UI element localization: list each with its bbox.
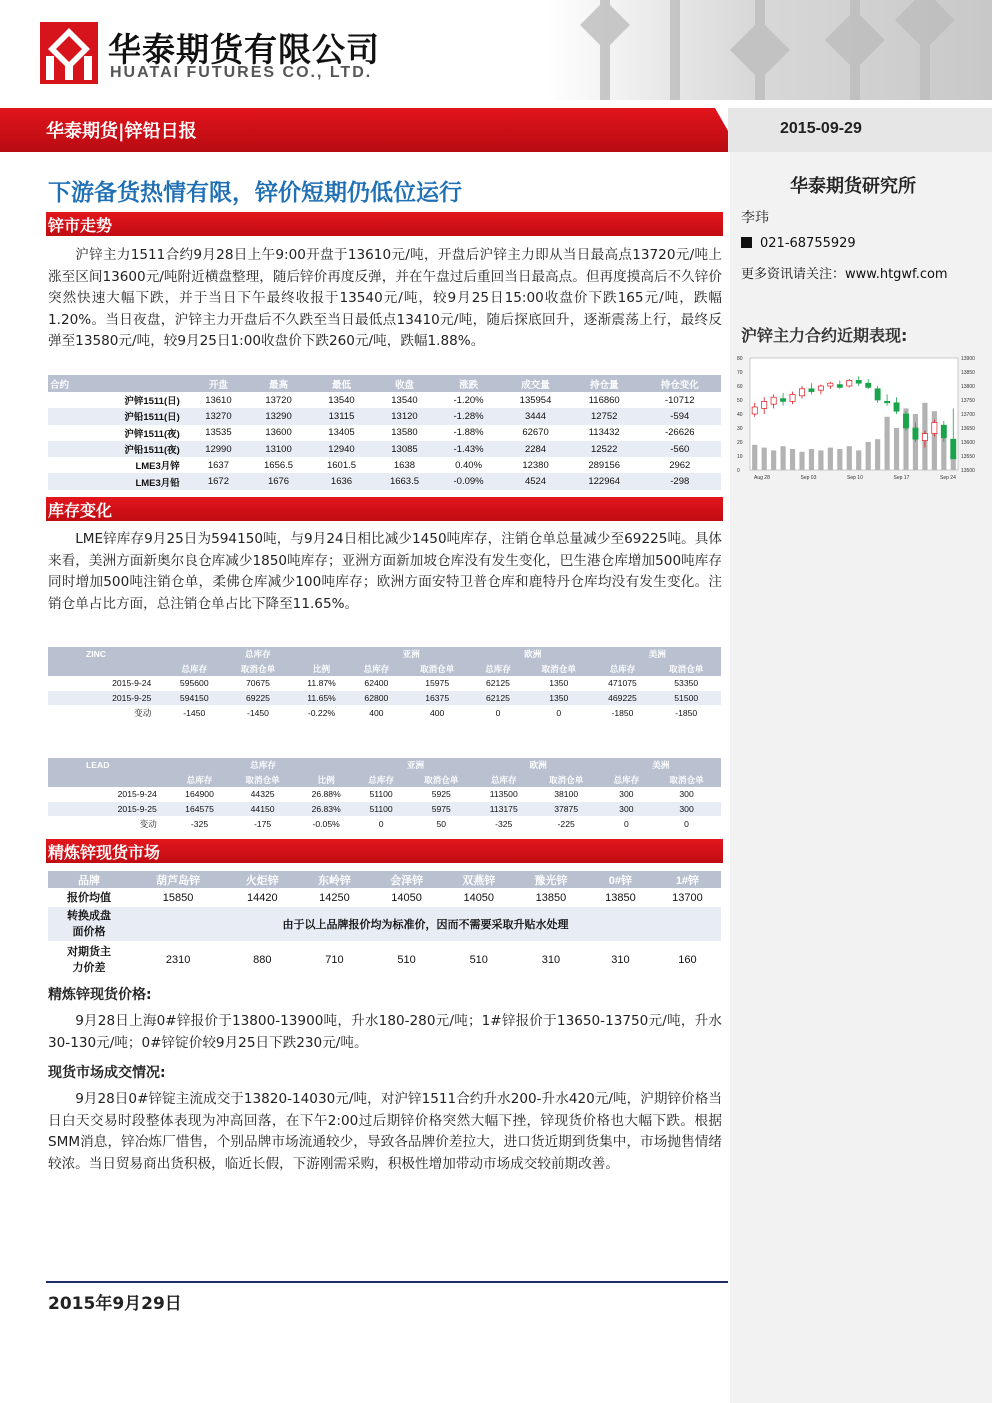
table-cell: 13700 <box>672 891 703 904</box>
table-cell: 3444 <box>501 408 570 424</box>
table-cell: LME3月铅 <box>48 473 190 489</box>
table-cell: 2962 <box>669 459 691 471</box>
table-cell: 44150 <box>228 802 297 817</box>
volume-bar <box>837 449 842 470</box>
column-header: 品牌 <box>48 871 130 888</box>
convert-note: 由于以上品牌报价均为标准价，因而不需要采取升贴水处理 <box>130 907 721 941</box>
candle-body <box>922 434 927 441</box>
table-row <box>48 691 721 706</box>
table-cell: 710 <box>325 954 344 966</box>
table-cell: 595600 <box>165 676 223 691</box>
company-name-en: HUATAI FUTURES CO., LTD. <box>110 64 373 81</box>
table-cell: -0.09% <box>436 473 501 489</box>
table-cell: 51500 <box>651 691 721 706</box>
section-spot-title: 精炼锌现货市场 <box>48 843 161 862</box>
column-header: 开盘 <box>190 375 247 392</box>
column-header: 涨跌 <box>436 375 501 392</box>
volume-bar <box>847 446 852 470</box>
table-cell: -10712 <box>664 394 695 406</box>
column-header: 火炬锌 <box>226 871 298 888</box>
group-header: 总库存 <box>165 647 350 662</box>
table-cell: 2015-9-24 <box>48 676 165 691</box>
table-cell: 113500 <box>476 787 532 802</box>
footer-date: 2015年9月29日 <box>48 1294 182 1314</box>
table-cell: 69225 <box>223 691 292 706</box>
right-axis-tick-label: 13650 <box>961 426 975 432</box>
table-row <box>48 408 721 424</box>
price-chart <box>736 352 988 486</box>
group-header: 欧洲 <box>476 758 601 773</box>
volume-bar <box>875 439 880 470</box>
table-cell: 13720 <box>265 394 292 406</box>
table-cell: 13405 <box>328 427 355 439</box>
column-header: 比例 <box>293 662 351 677</box>
left-axis-tick-label: 60 <box>737 384 743 390</box>
column-header: 总库存 <box>476 773 532 788</box>
chart-title: 沪锌主力合约近期表现: <box>741 326 908 345</box>
table-cell: 37875 <box>532 802 601 817</box>
spot-price-table <box>48 871 721 979</box>
table-cell: 沪铅1511(日) <box>48 408 190 424</box>
table-cell: 变动 <box>48 705 165 720</box>
table-cell: 62125 <box>472 691 524 706</box>
column-header: 合约 <box>48 375 190 392</box>
column-header: 东岭锌 <box>298 871 370 888</box>
table-cell: 11.65% <box>293 691 351 706</box>
table-cell: 300 <box>652 787 721 802</box>
right-axis-tick-label: 13800 <box>961 384 975 390</box>
table-cell: 26.83% <box>297 802 355 817</box>
table-cell: 15850 <box>162 891 194 904</box>
table-cell: 13120 <box>373 408 436 424</box>
right-axis-tick-label: 13750 <box>961 398 975 404</box>
table-cell: 12752 <box>570 408 639 424</box>
table-row <box>48 705 721 720</box>
candle-body <box>790 394 795 401</box>
column-header: 取消仓单 <box>651 662 721 677</box>
table-cell: 300 <box>601 787 653 802</box>
table-cell: 310 <box>611 954 630 966</box>
table-cell: 1672 <box>190 473 247 489</box>
column-header: 取消仓单 <box>524 662 593 677</box>
column-header: 0#锌 <box>587 871 654 888</box>
table-row <box>48 802 721 817</box>
table-cell: 400 <box>350 705 402 720</box>
table-row <box>48 888 721 907</box>
table-cell: 1636 <box>310 473 373 489</box>
table-cell: 594150 <box>165 691 223 706</box>
table-cell: -0.05% <box>297 816 355 831</box>
table-cell: 122964 <box>570 473 639 489</box>
volume-bar <box>884 417 889 470</box>
blank-cell <box>48 662 165 677</box>
table-row <box>48 457 721 473</box>
table-cell: -175 <box>228 816 297 831</box>
x-axis-tick-label: Sep 17 <box>893 475 910 481</box>
candle-body <box>941 425 946 438</box>
table-cell: 16375 <box>402 691 471 706</box>
x-axis-tick-label: Sep 24 <box>940 475 956 481</box>
table-cell: 13535 <box>205 427 232 439</box>
group-header: 亚洲 <box>355 758 475 773</box>
column-header: 取消仓单 <box>402 662 471 677</box>
table-cell: -1450 <box>165 705 223 720</box>
table-cell: -1850 <box>651 705 721 720</box>
inventory-paragraph: LME锌库存9月25日为594150吨，与9月24日相比减少1450吨库存，注销仓单总量减少至69225吨。具体来看，美洲方面新奥尔良仓库减少1850吨库存；亚洲方面新加坡仓库没有发生变化，巴生港仓库增加500吨库存同时增加500吨注销仓单，柔佛仓库减少100吨库存；欧洲方面安特卫普仓库和鹿特丹仓库均没有发生变化。注销仓单占比方面，总注销仓单占比下降至11.65%。 <box>48 531 722 612</box>
table-cell: -1.43% <box>436 441 501 457</box>
table-cell: 880 <box>253 954 272 966</box>
table-cell: 469225 <box>593 691 651 706</box>
table-cell: 300 <box>601 802 653 817</box>
table-cell: 15975 <box>402 676 471 691</box>
table-cell: -0.22% <box>293 705 351 720</box>
table-cell: 164900 <box>171 787 228 802</box>
table-cell: 沪锌1511(夜) <box>124 428 180 440</box>
right-axis-tick-label: 13550 <box>961 454 975 460</box>
column-header: 总库存 <box>165 662 223 677</box>
table-cell: -298 <box>639 473 721 489</box>
more-info: 更多资讯请关注：www.htgwf.com <box>741 267 948 282</box>
left-axis-tick-label: 70 <box>737 370 743 376</box>
table-cell: 1638 <box>393 459 416 471</box>
candle-body <box>837 385 842 388</box>
column-header: 最高 <box>247 375 310 392</box>
report-title: 华泰期货|锌铅日报 <box>46 121 197 142</box>
table-header-row <box>48 871 721 888</box>
table-cell: 116860 <box>588 394 620 406</box>
table-cell: 14420 <box>246 891 278 904</box>
table-cell: 5975 <box>407 802 476 817</box>
author-name: 李玮 <box>741 210 769 226</box>
quotes-table <box>48 375 721 490</box>
section-market-title: 锌市走势 <box>48 216 113 235</box>
left-axis-tick-label: 40 <box>737 412 743 418</box>
column-header: 比例 <box>297 773 355 788</box>
section-inventory-title: 库存变化 <box>48 501 113 520</box>
table-cell: 1676 <box>247 473 310 489</box>
volume-bar <box>762 448 767 470</box>
table-cell: 50 <box>407 816 476 831</box>
table-cell: 510 <box>397 954 416 966</box>
table-group-row <box>48 758 721 773</box>
table-cell: 变动 <box>48 816 171 831</box>
table-row <box>48 392 721 408</box>
table-cell: -560 <box>639 441 721 457</box>
table-cell: 13540 <box>328 394 355 406</box>
table-cell: 0 <box>355 816 407 831</box>
candle-body <box>903 414 908 428</box>
table-cell: 51100 <box>355 787 407 802</box>
section-inventory <box>46 497 723 521</box>
table-row <box>48 473 721 489</box>
table-cell: 1656.5 <box>264 459 294 471</box>
table-cell: 164575 <box>171 802 228 817</box>
table-cell: -594 <box>639 408 721 424</box>
group-header: 欧洲 <box>472 647 594 662</box>
table-cell: 12990 <box>190 441 247 457</box>
row-label: 转换成盘面价格 <box>48 907 130 941</box>
table-cell: -1.20% <box>453 394 484 406</box>
column-header: 取消仓单 <box>532 773 601 788</box>
table-cell: 310 <box>541 954 561 966</box>
table-cell: -325 <box>171 816 228 831</box>
table-cell: 1350 <box>524 691 593 706</box>
column-header: 总库存 <box>171 773 228 788</box>
table-cell: 13270 <box>190 408 247 424</box>
deal-paragraph: 9月28日0#锌锭主流成交于13820-14030元/吨，对沪锌1511合约升水200-升水420元/吨，沪期锌价格当日白天交易时段整体表现为冲高回落，在下午2:00过后期锌价格突然大幅下挫，锌现货价格也大幅下跌。根据SMM消息，锌冶炼厂惜售，个别品牌市场流通较少，导致各品牌价差拉大，进口货近期到货集中，市场抛售情绪较浓。当日贸易商出货积极，临近长假，下游刚需采购，积极性增加带动市场成交较前期改善。 <box>48 1091 722 1172</box>
table-cell: 70675 <box>223 676 292 691</box>
candle-body <box>951 439 956 459</box>
candle-body <box>866 383 871 387</box>
left-axis-tick-label: 30 <box>737 426 743 432</box>
column-header: 最低 <box>310 375 373 392</box>
column-header: 葫芦岛锌 <box>130 871 226 888</box>
company-name-cn: 华泰期货有限公司 <box>108 30 380 69</box>
left-axis-tick-label: 0 <box>737 468 740 474</box>
candle-body <box>847 380 852 386</box>
lead-inventory-table <box>48 758 721 831</box>
volume-bar <box>818 450 823 470</box>
table-cell: 1637 <box>207 459 229 471</box>
volume-bar <box>894 428 899 470</box>
table-cell: 4524 <box>501 473 570 489</box>
table-cell: 113432 <box>588 427 620 439</box>
table-cell: 2015-9-25 <box>48 802 171 817</box>
candle-body <box>875 389 880 400</box>
group-header: 亚洲 <box>350 647 472 662</box>
table-subheader-row <box>48 662 721 677</box>
candle-body <box>780 399 785 402</box>
table-row <box>48 441 721 457</box>
column-header: 总库存 <box>355 773 407 788</box>
column-header: 取消仓单 <box>652 773 721 788</box>
table-group-row <box>48 647 721 662</box>
volume-bar <box>809 449 814 470</box>
candle-body <box>818 386 823 390</box>
table-cell: 300 <box>652 802 721 817</box>
phone-line <box>741 236 856 251</box>
candle-body <box>828 383 833 386</box>
metal-label: ZINC <box>48 647 165 662</box>
table-cell: -325 <box>476 816 532 831</box>
table-cell: 5925 <box>407 787 476 802</box>
table-cell: 0.40% <box>455 459 483 471</box>
table-cell: 44325 <box>228 787 297 802</box>
table-cell: 62125 <box>472 676 524 691</box>
table-cell: 12940 <box>310 441 373 457</box>
column-header: 取消仓单 <box>228 773 297 788</box>
zinc-inventory-table <box>48 647 721 720</box>
table-cell: 26.88% <box>297 787 355 802</box>
column-header: 总库存 <box>350 662 402 677</box>
table-cell: 1350 <box>524 676 593 691</box>
x-axis-tick-label: Sep 03 <box>800 475 817 481</box>
table-cell: 135954 <box>519 394 552 406</box>
candle-body <box>894 403 899 411</box>
table-cell: 12522 <box>570 441 639 457</box>
table-cell: 13085 <box>373 441 436 457</box>
column-header: 会泽锌 <box>371 871 443 888</box>
row-label: 对期货主力价差 <box>67 946 111 974</box>
table-cell: 2310 <box>165 954 191 966</box>
table-cell: 0 <box>472 705 524 720</box>
candle-body <box>932 422 937 433</box>
phone-number: 021-68755929 <box>760 236 856 251</box>
candle-body <box>884 401 889 402</box>
table-cell: 2015-9-25 <box>48 691 165 706</box>
table-cell: 510 <box>469 954 488 966</box>
column-header: 收盘 <box>373 375 436 392</box>
table-cell: 13610 <box>205 394 232 406</box>
candle-body <box>856 380 861 383</box>
candle-body <box>799 389 804 396</box>
metal-label: LEAD <box>48 758 171 773</box>
table-cell: 113175 <box>476 802 532 817</box>
left-axis-tick-label: 10 <box>737 454 743 460</box>
table-cell: 51100 <box>355 802 407 817</box>
group-header: 美洲 <box>601 758 721 773</box>
market-paragraph: 沪锌主力1511合约9月28日上午9:00开盘于13610元/吨，开盘后沪锌主力即从当日最高点13720元/吨上涨至区间13600元/吨附近横盘整理，随后锌价再度反弹，并在午盘过后重回当日最高点。但再度摸高后不久锌价突然快速大幅下跌，并于当日下午最终收报于13540元/吨，较9月25日15:00收盘价下跌165元/吨，跌幅1.20%。当日夜盘，沪锌主力开盘后不久跌至当日最低点13410元/吨，随后探底回升，逐渐震荡上行，最终反弹至13580元/吨，较9月25日1:00收盘价下跌260元/吨，跌幅1.88%。 <box>48 247 722 349</box>
section-spot <box>46 839 723 863</box>
table-cell: 0 <box>652 816 721 831</box>
spot-price-heading: 精炼锌现货价格: <box>48 987 152 1003</box>
table-cell: 12380 <box>522 459 549 471</box>
table-cell: 13540 <box>391 394 418 406</box>
right-axis-tick-label: 13700 <box>961 412 975 418</box>
row-label: 报价均值 <box>67 891 111 904</box>
table-subheader-row <box>48 773 721 788</box>
table-cell: 13850 <box>535 891 567 904</box>
footer-divider <box>46 1281 728 1283</box>
table-cell: 13600 <box>265 427 292 439</box>
table-cell: 14050 <box>463 891 495 904</box>
column-header: 持仓量 <box>570 375 639 392</box>
table-cell: 沪锌1511(日) <box>124 396 180 408</box>
table-cell: 13580 <box>391 427 418 439</box>
deal-heading: 现货市场成交情况: <box>48 1065 166 1081</box>
table-row <box>48 425 721 441</box>
table-cell: 13850 <box>605 891 636 904</box>
table-header-row <box>48 375 721 392</box>
institute-name: 华泰期货研究所 <box>790 176 916 197</box>
column-header: 豫光锌 <box>515 871 587 888</box>
company-logo-icon <box>40 22 98 84</box>
column-header: 成交量 <box>501 375 570 392</box>
table-cell: 13115 <box>310 408 373 424</box>
table-cell: 13100 <box>247 441 310 457</box>
table-cell: 400 <box>402 705 471 720</box>
group-header: 总库存 <box>171 758 355 773</box>
right-axis-tick-label: 13600 <box>961 440 975 446</box>
table-cell: 2015-9-24 <box>48 787 171 802</box>
spot-price-paragraph: 9月28日上海0#锌报价于13800-13900吨，升水180-280元/吨；1#锌报价于13650-13750元/吨，升水30-130元/吨；0#锌锭价较9月25日下跌230元/吨。 <box>48 1013 722 1051</box>
table-cell: 1663.5 <box>373 473 436 489</box>
candle-body <box>762 401 767 408</box>
right-axis-tick-label: 13500 <box>961 468 975 474</box>
table-cell: 160 <box>678 954 697 966</box>
table-cell: 14050 <box>391 891 422 904</box>
x-axis-tick-label: Sep 10 <box>847 475 863 481</box>
x-axis-tick-label: Aug 28 <box>754 475 770 481</box>
table-row <box>48 941 721 979</box>
column-header: 取消仓单 <box>223 662 292 677</box>
table-cell: -26626 <box>664 427 695 439</box>
table-cell: 62400 <box>350 676 402 691</box>
right-axis-tick-label: 13900 <box>961 356 975 362</box>
table-cell: -1.88% <box>453 427 484 439</box>
volume-bar <box>866 442 871 470</box>
column-header: 1#锌 <box>654 871 721 888</box>
volume-bar <box>799 452 804 470</box>
table-cell: 14250 <box>319 891 350 904</box>
table-cell: 0 <box>601 816 653 831</box>
table-cell: -1850 <box>593 705 651 720</box>
table-cell: 0 <box>524 705 593 720</box>
table-row <box>48 907 721 941</box>
table-cell: 289156 <box>588 459 621 471</box>
section-market <box>46 212 723 236</box>
table-cell: 13290 <box>247 408 310 424</box>
table-row <box>48 676 721 691</box>
table-cell: 62670 <box>522 427 549 439</box>
volume-bar <box>780 446 785 470</box>
candle-body <box>752 407 757 414</box>
table-cell: 471075 <box>593 676 651 691</box>
table-cell: 11.87% <box>293 676 351 691</box>
volume-bar <box>790 449 795 470</box>
left-axis-tick-label: 20 <box>737 440 743 446</box>
table-cell: 沪铅1511(夜) <box>48 441 190 457</box>
table-row <box>48 816 721 831</box>
column-header: 总库存 <box>593 662 651 677</box>
group-header: 美洲 <box>593 647 721 662</box>
candle-body <box>771 397 776 404</box>
column-header: 总库存 <box>601 773 653 788</box>
column-header: 持仓变化 <box>639 375 721 392</box>
candle-body <box>913 428 918 439</box>
table-cell: -1.28% <box>436 408 501 424</box>
volume-bar <box>856 450 861 470</box>
volume-bar <box>828 448 833 470</box>
table-cell: 62800 <box>350 691 402 706</box>
table-cell: -1450 <box>223 705 292 720</box>
left-axis-tick-label: 80 <box>737 356 743 362</box>
table-row <box>48 787 721 802</box>
column-header: 取消仓单 <box>407 773 476 788</box>
table-cell: LME3月锌 <box>135 461 180 473</box>
phone-icon <box>741 237 752 248</box>
table-cell: 2284 <box>501 441 570 457</box>
headline: 下游备货热情有限，锌价短期仍低位运行 <box>48 180 462 206</box>
blank-cell <box>48 773 171 788</box>
header-decoration <box>560 0 992 100</box>
table-cell: 53350 <box>651 676 721 691</box>
table-cell: 1601.5 <box>326 459 357 471</box>
table-cell: 38100 <box>532 787 601 802</box>
volume-bar <box>752 445 757 470</box>
left-axis-tick-label: 50 <box>737 398 743 404</box>
right-axis-tick-label: 13850 <box>961 370 975 376</box>
volume-bar <box>771 450 776 470</box>
report-date: 2015-09-29 <box>780 120 862 137</box>
column-header: 双燕锌 <box>443 871 515 888</box>
candle-body <box>809 389 814 392</box>
table-cell: -225 <box>532 816 601 831</box>
column-header: 总库存 <box>472 662 524 677</box>
